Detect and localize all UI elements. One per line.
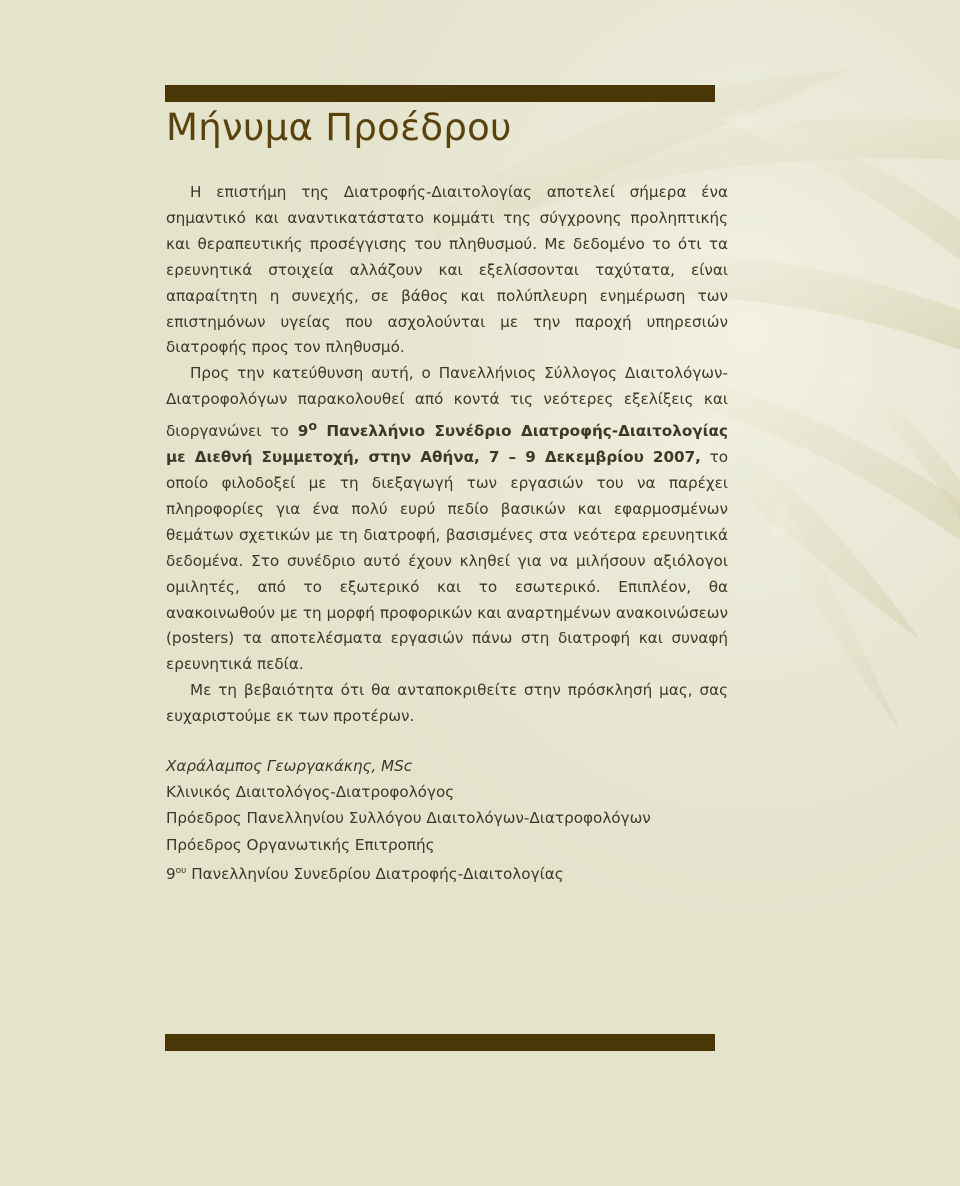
paragraph-3: Με τη βεβαιότητα ότι θα ανταποκριθείτε στην πρόσκλησή μας, σας ευχαριστούμε εκ των προτέρων.	[166, 681, 728, 726]
signatory-title-3: Πρόεδρος Οργανωτικής Επιτροπής	[166, 835, 435, 854]
page-title: Μήνυμα Προέδρου	[166, 106, 512, 149]
signatory-title-1: Κλινικός Διαιτολόγος-Διατροφολόγος	[166, 783, 455, 802]
paragraph-1: Η επιστήμη της Διατροφής-Διαιτολογίας αποτελεί σήμερα ένα σημαντικό και αναντικατάστατο κομμάτι της σύγχρονης προληπτικής και θεραπευτικής προσέγγισης του πληθυσμού. Με δεδομένο το ότι τα ερευνητικά στοιχεία αλλάζουν και εξελίσσονται ταχύτατα, είναι απαραίτητη η συνεχής, σε βάθος και πολύπλευρη ενημέρωση των επιστημόνων υγείας που ασχολούνται με την παροχή υπηρεσιών διατροφής προς τον πληθυσμό.	[166, 183, 728, 357]
message-body	[166, 180, 728, 730]
signatory-name: Χαράλαμπος Γεωργακάκης, MSc	[166, 757, 413, 775]
signatory-title-4: $9^{o\upsilon}$ Πανελληνίου Συνεδρίου Διατροφής-Διαιτολογίας	[166, 864, 564, 883]
signature-block	[166, 753, 651, 887]
paragraph-2: Προς την κατεύθυνση αυτή, ο Πανελλήνιος Σύλλογος Διαιτολόγων-Διατροφολόγων παρακολουθεί από κοντά τις νεότερες εξελίξεις και διοργανώνει το $9^o$ Πανελλήνιο Συνέδριο Διατροφής-Διαιτολογίας με Διεθνή Συμμετοχή, στην Αθήνα, 7 – 9 Δεκεμβρίου 2007, το οποίο φιλοδοξεί με τη διεξαγωγή των εργασιών του να παρέχει πληροφορίες για ένα πολύ ευρύ πεδίο βασικών και εφαρμοσμένων θεμάτων σχετικών με τη διατροφή, βασισμένες στα νεότερα ερευνητικά δεδομένα. Στο συνέδριο αυτό έχουν κληθεί για να μιλήσουν αξιόλογοι ομιλητές, από το εξωτερικό και το εσωτερικό. Επιπλέον, θα ανακοινωθούν με τη μορφή προφορικών και αναρτημένων ανακοινώσεων (posters) τα αποτελέσματα εργασιών πάνω στη διατροφή και συναφή ερευνητικά πεδία.	[166, 364, 728, 674]
top-rule	[165, 85, 715, 102]
signatory-title-2: Πρόεδρος Πανελληνίου Συλλόγου Διαιτολόγων-Διατροφολόγων	[166, 809, 651, 828]
congress-name: $9^o$ Πανελλήνιο Συνέδριο Διατροφής-Διαιτολογίας με Διεθνή Συμμετοχή, στην Αθήνα, 7 – 9 Δεκεμβρίου 2007,	[166, 418, 728, 467]
bottom-rule	[165, 1034, 715, 1051]
